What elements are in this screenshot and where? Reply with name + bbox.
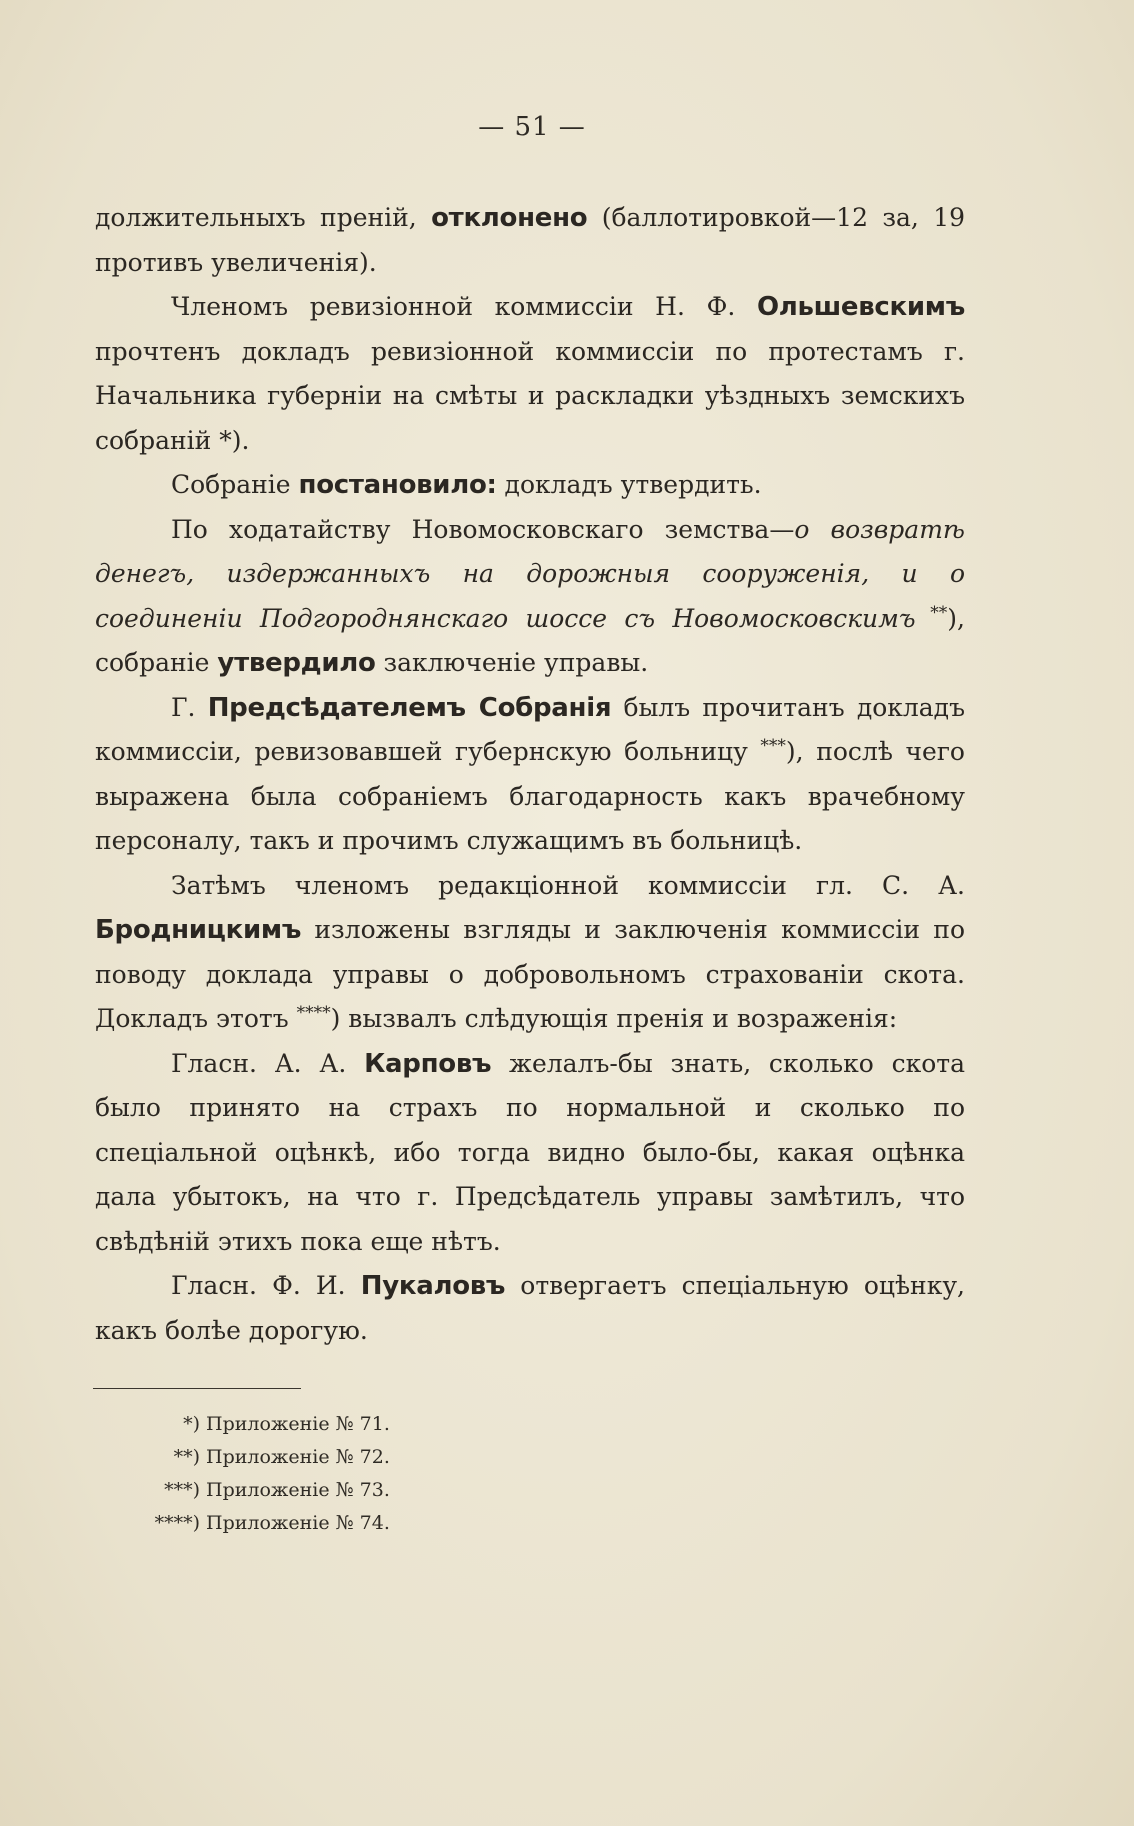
paragraph-text: прочтенъ докладъ ревизіонной коммиссіи по протестамъ г. Начальника губерніи на смѣты и раскладки уѣздныхъ земскихъ собраній <box>95 336 965 455</box>
emphasis-otkloneno: отклонено <box>431 203 588 233</box>
paragraph-text: изложены взгляды и заключенія коммиссіи по поводу доклада управы о добровольномъ страхованіи скота. Докладъ этотъ <box>95 915 965 1033</box>
emphasis-brodnitskim: Бродницкимъ <box>95 915 302 945</box>
paragraph-1 <box>95 196 965 285</box>
page-number: — 51 — <box>478 112 586 142</box>
footnote-divider <box>93 1388 301 1389</box>
paragraph-text: ), послѣ чего выражена была собраніемъ благодарность какъ врачебному персоналу, такъ и прочимъ служащимъ въ больницѣ. <box>95 737 965 855</box>
paragraph-text: Гласн. А. А. <box>171 1048 365 1078</box>
footnote-ref-4: **** <box>296 1003 331 1023</box>
footnote-mark: ***) <box>164 1479 200 1501</box>
paragraph-2 <box>95 285 965 463</box>
paragraph-text: былъ прочитанъ докладъ коммиссіи, ревизовавшей губернскую больницу <box>95 692 965 766</box>
footnote-item <box>95 1507 495 1540</box>
paragraph-6 <box>95 864 965 1042</box>
footnote-text: Приложеніе № 71. <box>206 1413 390 1435</box>
paragraph-text: Членомъ ревизіонной коммиссіи Н. Ф. <box>171 292 757 321</box>
paragraph-text: По ходатайству Новомосковскаго земства— <box>171 514 795 544</box>
paragraph-text: желалъ-бы знать, сколько скота было принято на страхъ по нормальной и сколько по спеціальной оцѣнкѣ, ибо тогда видно было-бы, какая оцѣнка дала убытокъ, на что г. Предсѣдатель управы замѣтилъ, что свѣдѣній этихъ пока еще нѣтъ. <box>95 1048 965 1256</box>
emphasis-pukalov: Пукаловъ <box>360 1271 506 1301</box>
footnotes <box>95 1408 495 1540</box>
footnote-text: Приложеніе № 74. <box>206 1512 390 1534</box>
emphasis-postanovilo: постановило: <box>298 470 497 500</box>
paragraph-text: заключеніе управы. <box>375 648 649 677</box>
footnote-mark: ****) <box>154 1512 200 1534</box>
emphasis-olshevskim: Ольшевскимъ <box>756 292 965 322</box>
footnote-item <box>95 1408 495 1441</box>
paragraph-text: ) вызвалъ слѣдующія пренія и возраженія: <box>330 1004 898 1033</box>
paragraph-text: должительныхъ преній, <box>95 203 432 232</box>
paragraph-text: докладъ утвердить. <box>496 470 762 499</box>
paragraph-4 <box>95 508 965 686</box>
emphasis-utverdilo: утвердило <box>217 648 376 678</box>
footnote-ref-3: *** <box>760 736 786 756</box>
paragraph-text: отвергаетъ спеціальную оцѣнку, какъ болѣе дорогую. <box>95 1271 965 1345</box>
paragraph-5 <box>95 686 965 864</box>
footnote-mark: *) <box>183 1413 200 1435</box>
paragraph-text: Гласн. Ф. И. <box>171 1271 361 1300</box>
paragraph-7 <box>95 1042 965 1265</box>
body-text <box>95 196 965 1353</box>
paragraph-text: Собраніе <box>171 470 299 499</box>
footnote-ref-1: *). <box>219 425 250 455</box>
paragraph-text: Затѣмъ членомъ редакціонной коммиссіи гл. С. А. <box>171 870 965 900</box>
emphasis-predsedatelem: Предсѣдателемъ Собранія <box>207 692 612 723</box>
paragraph-8 <box>95 1264 965 1353</box>
footnote-ref-2: ** <box>915 602 948 623</box>
emphasis-karpov: Карповъ <box>364 1048 492 1079</box>
paragraph-text: ), собраніе <box>95 603 965 677</box>
italic-petition-subject: о возвратѣ денегъ, издержанныхъ на дорожныя сооруженія, и о соединеніи Подгороднянскаго шоссе съ Новомосковскимъ <box>95 514 965 633</box>
paragraph-3 <box>95 463 965 508</box>
paragraph-text: Г. <box>171 692 208 722</box>
footnote-item <box>95 1474 495 1507</box>
footnote-mark: **) <box>173 1446 200 1468</box>
footnote-item <box>95 1441 495 1474</box>
footnote-text: Приложеніе № 72. <box>206 1446 390 1468</box>
paragraph-text: (баллотировкой—12 за, 19 противъ увеличенія). <box>95 203 966 277</box>
footnote-text: Приложеніе № 73. <box>206 1479 390 1501</box>
